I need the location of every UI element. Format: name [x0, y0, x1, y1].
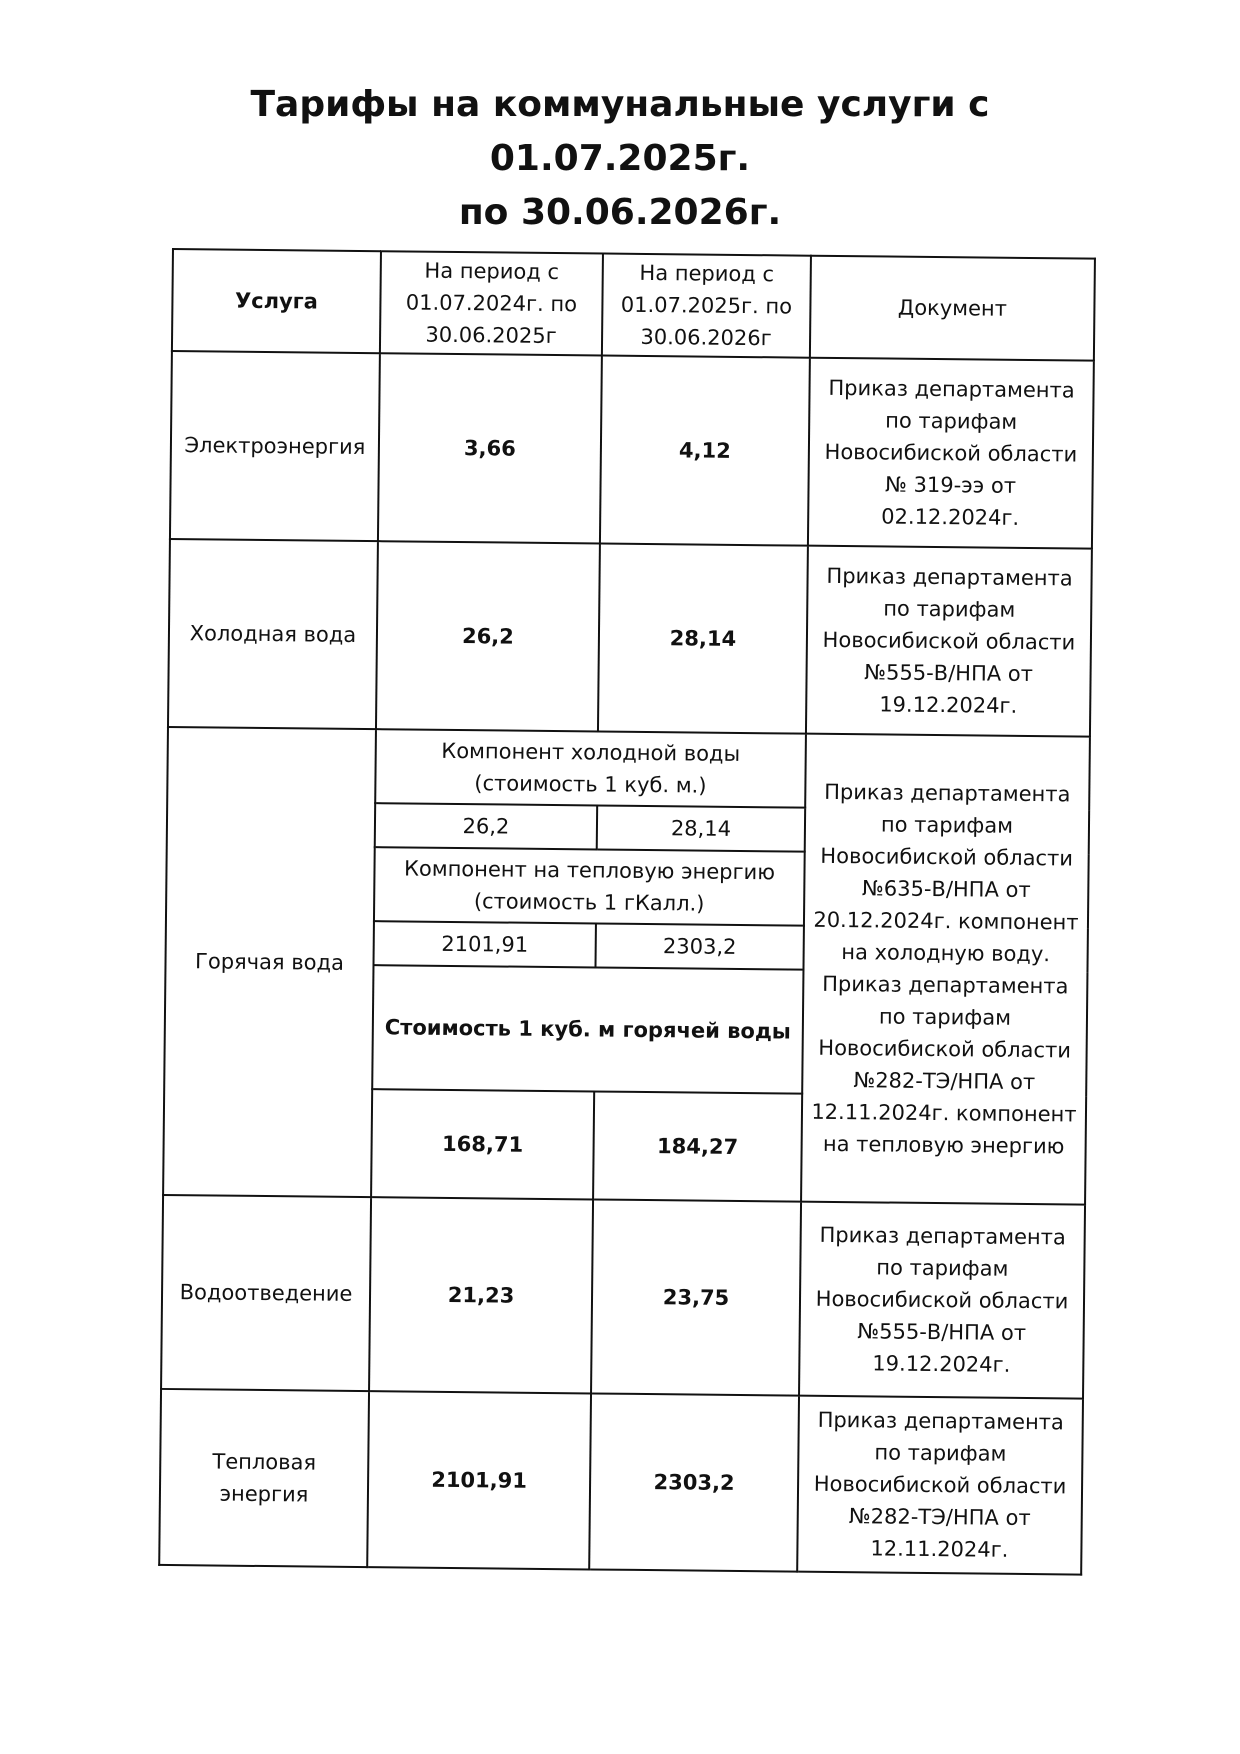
- document-title: [120, 78, 1120, 240]
- header-service: Услуга: [172, 249, 381, 353]
- hot-water-heat-component-2025: 2303,2: [595, 923, 803, 969]
- service-drainage: Водоотведение: [161, 1195, 371, 1391]
- value-2025-heat: 2303,2: [589, 1393, 799, 1571]
- value-2025-electricity: 4,12: [600, 356, 810, 546]
- header-row: [172, 249, 1095, 361]
- row-heat: [159, 1389, 1083, 1575]
- value-2024-cold-water: 26,2: [376, 541, 600, 731]
- service-cold-water: Холодная вода: [168, 539, 378, 729]
- service-electricity: Электроэнергия: [170, 351, 380, 541]
- service-heat: Тепловая энергия: [159, 1389, 369, 1567]
- hot-water-cost-label: Стоимость 1 куб. м горячей воды: [372, 965, 803, 1093]
- hot-water-cost-2024: 168,71: [371, 1089, 594, 1199]
- service-hot-water: Горячая вода: [163, 727, 376, 1197]
- title-line-1: Тарифы на коммунальные услуги с 01.07.2025г.: [250, 84, 990, 179]
- header-period-2025: На период с 01.07.2025г. по 30.06.2026г: [602, 254, 811, 358]
- header-document: Документ: [810, 256, 1095, 361]
- hot-water-cold-component-2025: 28,14: [597, 805, 805, 851]
- document-cold-water: Приказ департамента по тарифам Новосибиской области №555-В/НПА от 19.12.2024г.: [806, 546, 1092, 737]
- document-drainage: Приказ департамента по тарифам Новосибиской области №555-В/НПА от 19.12.2024г.: [799, 1202, 1085, 1399]
- hot-water-cold-component-label: Компонент холодной воды (стоимость 1 куб. м.): [375, 729, 806, 807]
- document-electricity: Приказ департамента по тарифам Новосибиской области № 319-ээ от 02.12.2024г.: [808, 358, 1094, 549]
- value-2024-electricity: 3,66: [378, 353, 602, 543]
- value-2025-drainage: 23,75: [591, 1199, 801, 1395]
- row-electricity: [170, 351, 1094, 549]
- hot-water-cold-component-2024: 26,2: [375, 803, 597, 849]
- row-cold-water: [168, 539, 1092, 737]
- tariffs-table: [158, 248, 1096, 1576]
- value-2024-drainage: 21,23: [369, 1197, 593, 1393]
- value-2025-cold-water: 28,14: [598, 543, 808, 733]
- hot-water-cost-2025: 184,27: [593, 1091, 802, 1201]
- document-heat: Приказ департамента по тарифам Новосибиской области №282-ТЭ/НПА от 12.11.2024г.: [797, 1396, 1083, 1575]
- row-drainage: [161, 1195, 1085, 1399]
- value-2024-heat: 2101,91: [367, 1391, 591, 1569]
- hot-water-heat-component-label: Компонент на тепловую энергию (стоимость 1 гКалл.): [374, 847, 805, 925]
- header-period-2024: На период с 01.07.2024г. по 30.06.2025г: [380, 251, 603, 355]
- document-hot-water: Приказ департамента по тарифам Новосибиской области №635-В/НПА от 20.12.2024г. компонент на холодную воду. Приказ департамента по тарифам Новосибиской области №282-ТЭ/НПА от 12.11.2024г. компонент на тепловую энергию: [801, 734, 1090, 1205]
- title-line-2: по 30.06.2026г.: [458, 192, 782, 233]
- hot-water-heat-component-2024: 2101,91: [374, 921, 596, 967]
- row-hot-water-cold-label: [167, 727, 1090, 811]
